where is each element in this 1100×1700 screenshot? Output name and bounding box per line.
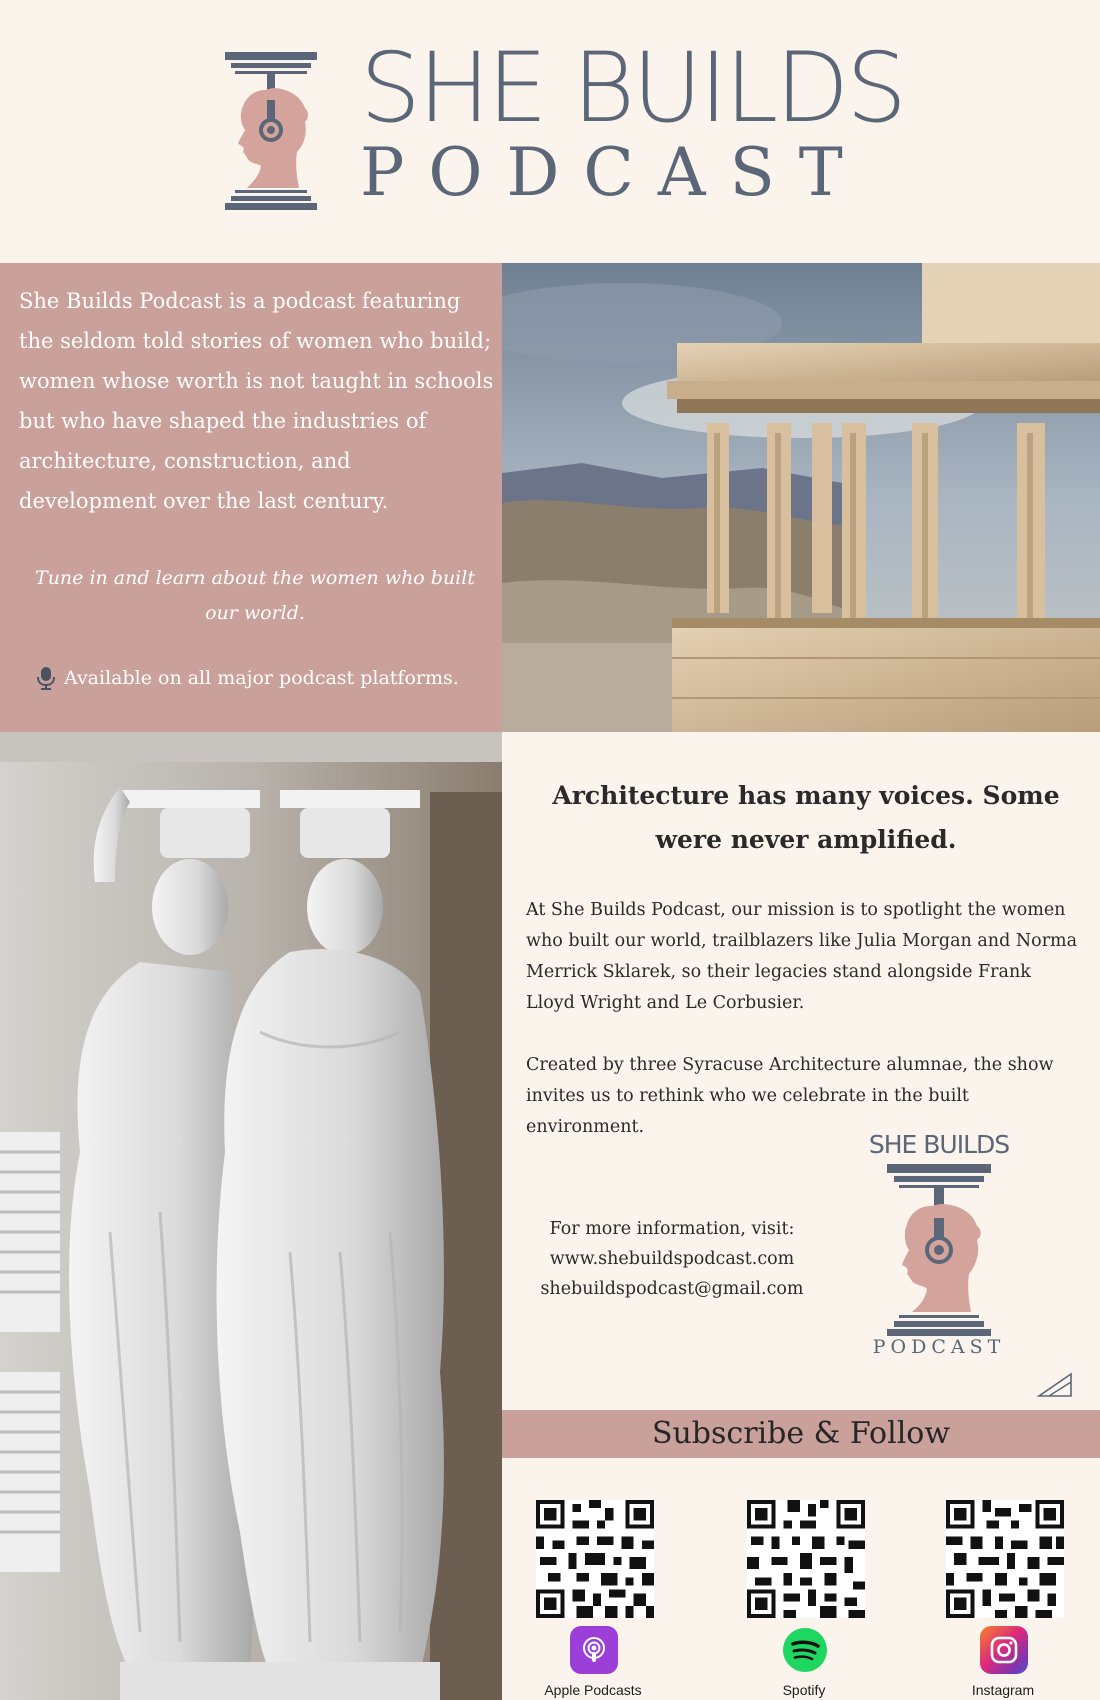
intro-panel xyxy=(0,263,502,732)
spotify-icon[interactable] xyxy=(781,1626,829,1674)
subscribe-banner xyxy=(502,1410,1100,1458)
website-link[interactable]: www.shebuildspodcast.com xyxy=(549,1249,795,1269)
qr-code-icon[interactable] xyxy=(946,1500,1064,1618)
spotify-label[interactable]: Spotify xyxy=(782,1682,826,1698)
availability-note xyxy=(36,665,496,691)
header xyxy=(0,0,1100,263)
instagram-qr[interactable] xyxy=(928,1500,1078,1700)
small-logo-subtitle: PODCAST xyxy=(872,1336,1006,1358)
marble-caryatids-photo xyxy=(0,732,502,1700)
qr-code-icon[interactable] xyxy=(747,1500,865,1618)
creators-paragraph: Created by three Syracuse Architecture alumnae, the show invites us to rethink who we celebrate in the built environment. xyxy=(526,1055,1054,1137)
instagram-icon[interactable] xyxy=(980,1626,1028,1674)
spotify-qr[interactable] xyxy=(729,1500,879,1700)
intro-description: She Builds Podcast is a podcast featuring the seldom told stories of women who build; women whose worth is not taught in schools but who have shaped the industries of architecture, construction, and development over the last century. xyxy=(19,289,494,513)
mission-panel xyxy=(502,732,1100,1410)
contact-info xyxy=(522,1214,822,1304)
caryatid-porch-photo xyxy=(502,263,1100,732)
contact-label: For more information, visit: xyxy=(549,1219,795,1239)
small-logo-title: SHE BUILDS xyxy=(868,1130,1010,1159)
logo-title-line1: SHE BUILDS xyxy=(360,32,905,144)
qr-section xyxy=(502,1458,1100,1700)
mission-headline: Architecture has many voices. Some were never amplified. xyxy=(552,781,1060,854)
instagram-label[interactable]: Instagram xyxy=(971,1682,1035,1698)
apple-podcasts-qr[interactable] xyxy=(518,1500,668,1700)
microphone-icon xyxy=(36,666,56,690)
subscribe-heading: Subscribe & Follow xyxy=(651,1416,951,1451)
small-logo xyxy=(859,1130,1019,1360)
availability-text: Available on all major podcast platforms. xyxy=(64,667,459,689)
apple-podcasts-label[interactable]: Apple Podcasts xyxy=(544,1682,642,1698)
apple-podcasts-icon[interactable] xyxy=(570,1626,618,1674)
triangle-ruler-icon xyxy=(1037,1370,1073,1398)
email-link[interactable]: shebuildspodcast@gmail.com xyxy=(540,1279,804,1299)
logo-column-icon xyxy=(225,52,317,210)
logo-title-line2: PODCAST xyxy=(360,134,867,211)
mission-paragraph: At She Builds Podcast, our mission is to spotlight the women who built our world, trailblazers like Julia Morgan and Norma Merrick Sklarek, so their legacies stand alongside Frank Lloyd Wright and Le Corbusier. xyxy=(526,900,1078,1013)
qr-code-icon[interactable] xyxy=(536,1500,654,1618)
logo-column-icon xyxy=(887,1164,991,1336)
intro-tagline: Tune in and learn about the women who built our world. xyxy=(35,567,475,624)
